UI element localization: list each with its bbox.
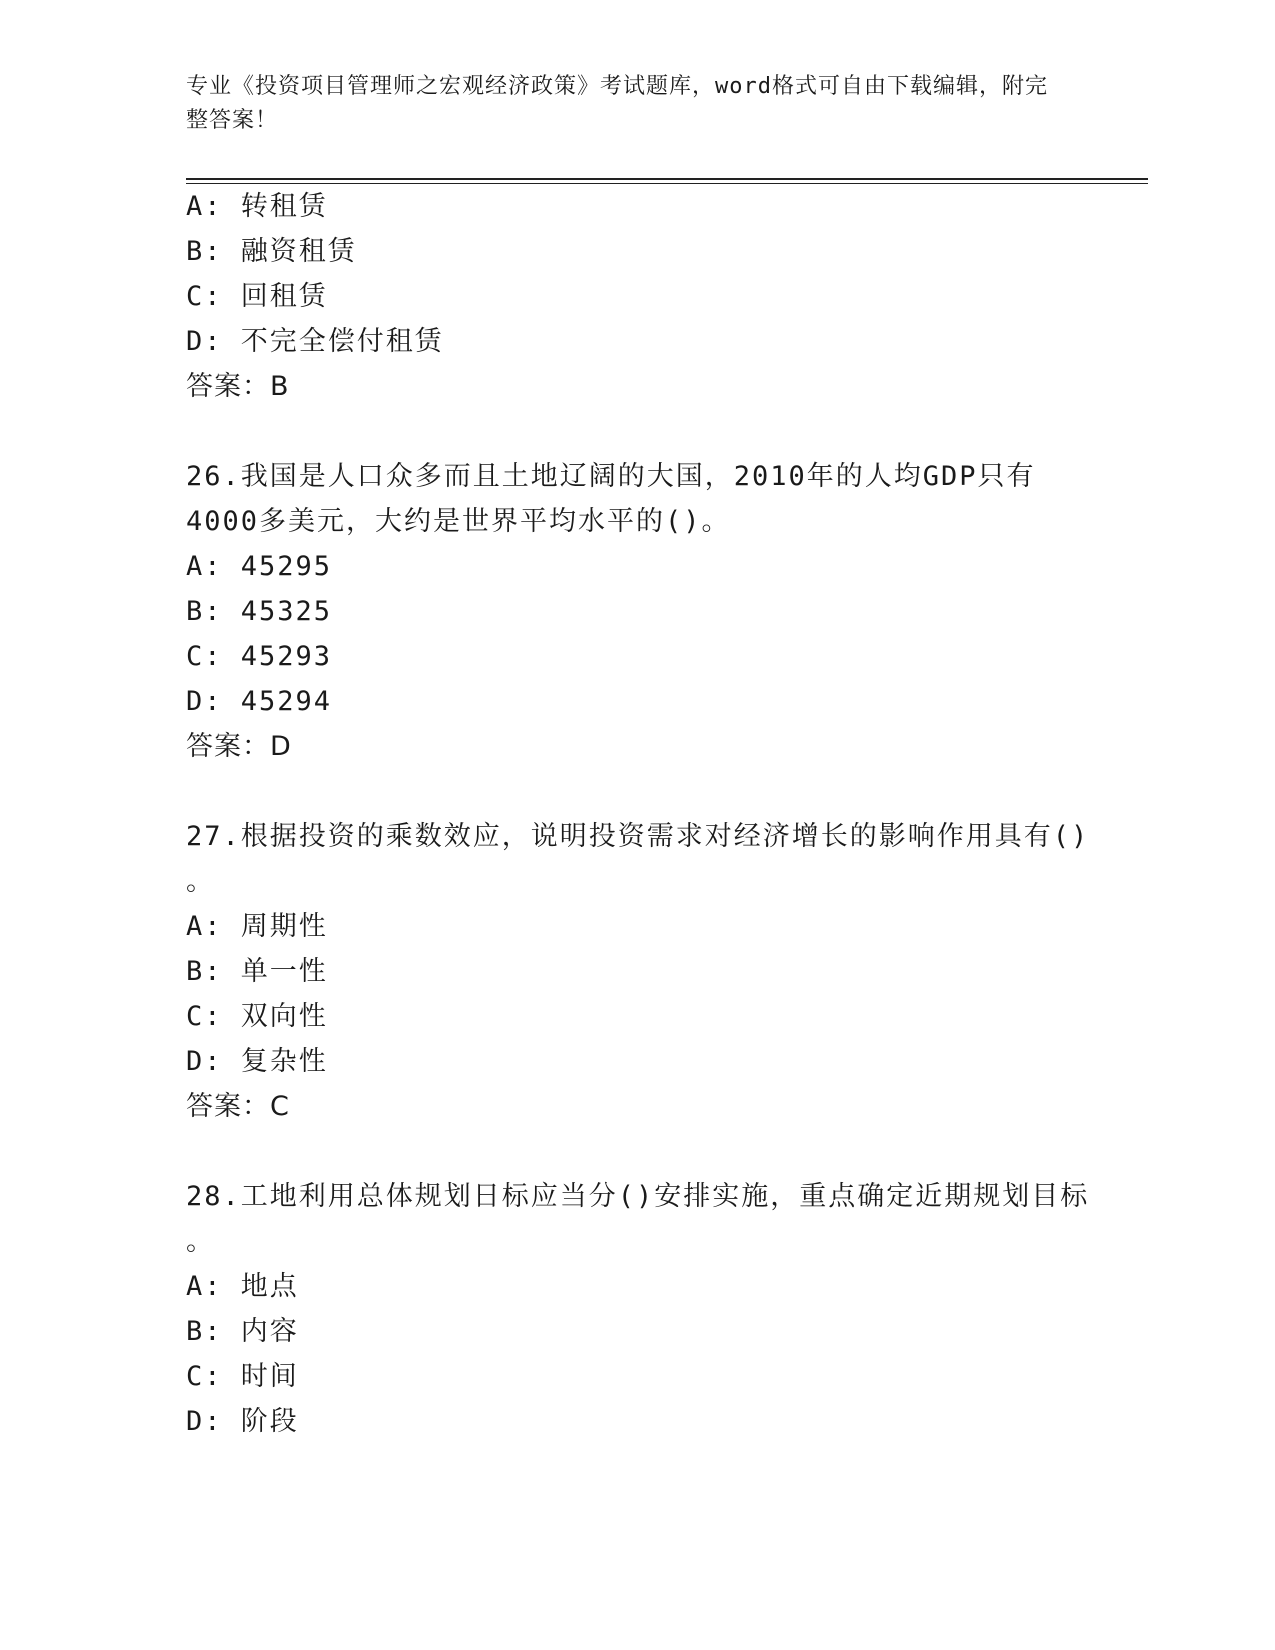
q28-question-line-2: 。: [186, 1226, 215, 1257]
q27-answer: 答案：C: [186, 1091, 290, 1122]
header-divider: [186, 178, 1148, 180]
q26-question-line-2: 4000多美元，大约是世界平均水平的()。: [186, 506, 731, 537]
q26-question-line-1: 26.我国是人口众多而且土地辽阔的大国，2010年的人均GDP只有: [186, 461, 1036, 492]
q25-option-b: B: 融资租赁: [186, 236, 357, 267]
q27-option-c: C: 双向性: [186, 1001, 328, 1032]
q25-option-a: A: 转租赁: [186, 191, 328, 222]
q26-option-b: B: 45325: [186, 596, 333, 627]
q28-option-c: C: 时间: [186, 1361, 299, 1392]
header-divider-thin: [186, 183, 1148, 184]
q28-option-a: A: 地点: [186, 1271, 299, 1302]
q26-option-a: A: 45295: [186, 551, 333, 582]
q26-option-d: D: 45294: [186, 686, 333, 717]
q26-answer: 答案：D: [186, 731, 292, 762]
document-header-intro: 专业《投资项目管理师之宏观经济政策》考试题库，word格式可自由下载编辑，附完整答案！: [186, 74, 1048, 133]
q27-option-a: A: 周期性: [186, 911, 328, 942]
q27-option-b: B: 单一性: [186, 956, 328, 987]
q25-option-d: D: 不完全偿付租赁: [186, 326, 444, 357]
q25-answer: 答案：B: [186, 371, 290, 402]
q27-question-line-2: 。: [186, 866, 215, 897]
q25-option-c: C: 回租赁: [186, 281, 328, 312]
q26-option-c: C: 45293: [186, 641, 333, 672]
q28-question-line-1: 28.工地利用总体规划日标应当分()安排实施，重点确定近期规划目标: [186, 1181, 1090, 1212]
q28-option-b: B: 内容: [186, 1316, 299, 1347]
q27-question-line-1: 27.根据投资的乘数效应，说明投资需求对经济增长的影响作用具有(): [186, 821, 1090, 852]
q27-option-d: D: 复杂性: [186, 1046, 328, 1077]
q28-option-d: D: 阶段: [186, 1406, 299, 1437]
